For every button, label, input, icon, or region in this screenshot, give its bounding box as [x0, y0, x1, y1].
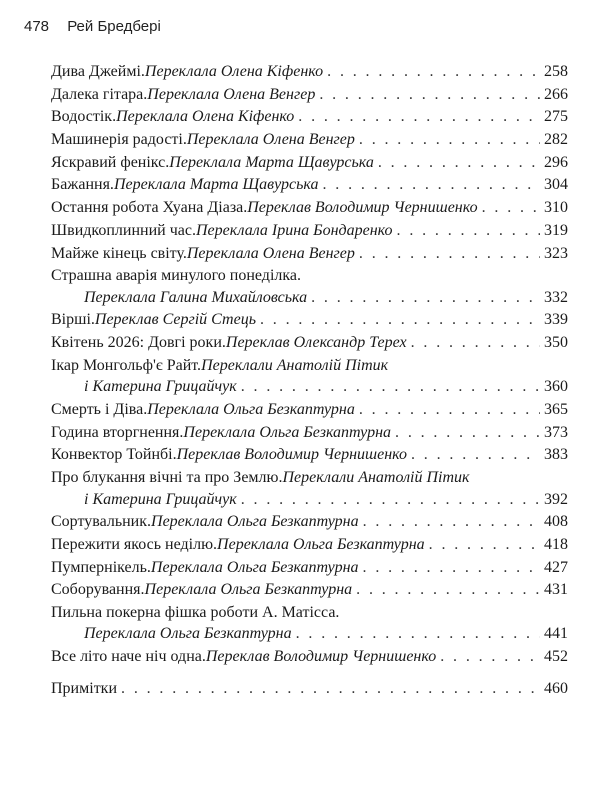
toc-entry[interactable]: [51, 245, 568, 267]
entry-page-number: 275: [544, 108, 568, 126]
entry-title: Квітень 2026: Довгі роки.: [51, 334, 226, 352]
toc-entry-notes[interactable]: [51, 680, 568, 702]
toc-entry[interactable]: [51, 199, 568, 221]
leader-dots: [411, 334, 540, 352]
entry-translator: Переклала Ольга Безкаптурна: [151, 513, 359, 531]
entry-page-number: 332: [544, 288, 568, 306]
toc-entry[interactable]: [51, 154, 568, 176]
entry-translator: Переклала Галина Михайловська: [84, 288, 308, 306]
leader-dots: [363, 559, 540, 577]
section-gap: [51, 671, 568, 680]
entry-translator: Переклала Ольга Безкаптурна: [217, 535, 425, 553]
toc-entry[interactable]: [51, 267, 568, 310]
toc-entry[interactable]: [51, 581, 568, 603]
toc-entry[interactable]: [51, 559, 568, 581]
entry-translator: Переклала Марта Щавурська: [169, 153, 374, 171]
toc-entry[interactable]: [51, 469, 568, 512]
entry-title: Вірші.: [51, 311, 95, 329]
toc-entry[interactable]: [51, 86, 568, 108]
entry-translator: Переклала Ольга Безкаптурна: [144, 581, 353, 599]
leader-dots: [482, 199, 540, 217]
entry-title: Остання робота Хуана Діаза.: [51, 199, 248, 217]
entry-page-number: 383: [544, 446, 568, 464]
leader-dots: [121, 680, 540, 698]
toc-entry[interactable]: [51, 424, 568, 446]
entry-translator: Переклали Анатолій Пітик: [282, 469, 470, 486]
entry-page-number: 360: [544, 378, 568, 396]
entry-translator-cont: і Катерина Грицайчук: [84, 378, 237, 396]
entry-translator: Переклав Володимир Чернишенко: [205, 648, 437, 666]
entry-translator: Переклала Олена Венгер: [186, 244, 355, 262]
entry-translator: Переклала Олена Венгер: [186, 131, 355, 149]
leader-dots: [260, 311, 540, 329]
leader-dots: [359, 245, 540, 263]
toc-entry[interactable]: [51, 513, 568, 535]
leader-dots: [356, 581, 540, 599]
entry-title: Конвектор Тойнбі.: [51, 446, 177, 464]
entry-title: Далека гітара.: [51, 85, 148, 103]
entry-translator: Переклала Ольга Безкаптурна: [147, 400, 355, 418]
entry-page-number: 296: [544, 153, 568, 171]
notes-title: Примітки: [51, 679, 118, 697]
entry-title: Пумпернікель.: [51, 558, 151, 576]
entry-title: Соборування.: [51, 581, 145, 599]
toc-entry[interactable]: [51, 536, 568, 558]
entry-page-number: 452: [544, 648, 568, 666]
leader-dots: [298, 108, 540, 126]
toc-entry[interactable]: [51, 131, 568, 153]
entry-translator: Переклав Сергій Стець: [94, 311, 256, 329]
entry-title: Бажання.: [51, 176, 114, 194]
entry-page-number: 373: [544, 423, 568, 441]
entry-title: Яскравий фенікс.: [51, 153, 170, 171]
entry-translator: Переклала Олена Кіфенко: [116, 108, 295, 126]
toc-entry[interactable]: [51, 63, 568, 85]
toc-entry[interactable]: [51, 446, 568, 468]
entry-title: Водостік.: [51, 108, 117, 126]
notes-page-number: 460: [544, 679, 568, 697]
entry-title: Страшна аварія минулого понеділка.: [51, 267, 301, 285]
leader-dots: [411, 446, 540, 464]
entry-page-number: 365: [544, 400, 568, 418]
entry-page-number: 441: [544, 625, 568, 643]
entry-page-number: 304: [544, 176, 568, 194]
entry-title: Майже кінець світу.: [51, 244, 187, 262]
toc-entry[interactable]: [51, 357, 568, 400]
entry-page-number: 258: [544, 63, 568, 80]
leader-dots: [241, 491, 540, 509]
entry-translator: Переклав Олександр Терех: [225, 334, 407, 352]
entry-page-number: 266: [544, 85, 568, 103]
entry-translator: Переклала Ольга Безкаптурна: [183, 423, 392, 441]
leader-dots: [322, 176, 540, 194]
entry-translator: Переклала Марта Щавурська: [113, 176, 319, 194]
entry-title: Швидкоплинний час.: [51, 221, 196, 239]
entry-translator: Переклала Ірина Бондаренко: [195, 221, 393, 239]
leader-dots: [363, 513, 540, 531]
entry-title: Все літо наче ніч одна.: [51, 648, 206, 666]
leader-dots: [241, 378, 540, 396]
entry-translator: Переклали Анатолій Пітик: [201, 356, 389, 374]
entry-page-number: 282: [544, 131, 568, 149]
toc-entry[interactable]: [51, 334, 568, 356]
entry-translator: Переклала Ольга Безкаптурна: [84, 625, 292, 643]
toc-entry[interactable]: [51, 311, 568, 333]
entry-page-number: 431: [544, 581, 568, 599]
entry-title: Пильна покерна фішка роботи А. Матісса.: [51, 603, 340, 621]
entry-translator-cont: і Катерина Грицайчук: [84, 490, 237, 508]
entry-page-number: 323: [544, 244, 568, 262]
entry-translator: Переклав Володимир Чернишенко: [247, 199, 478, 217]
toc-entry[interactable]: [51, 108, 568, 130]
leader-dots: [440, 648, 540, 666]
entry-title: Ікар Монгольф'є Райт.: [51, 356, 202, 374]
entry-translator: Переклала Ольга Безкаптурна: [150, 558, 359, 576]
entry-title: Машинерія радості.: [51, 131, 187, 149]
entry-page-number: 392: [544, 490, 568, 508]
toc-entry[interactable]: [51, 604, 568, 647]
entry-translator: Переклала Олена Венгер: [147, 85, 316, 103]
entry-page-number: 310: [544, 199, 568, 217]
toc-entry[interactable]: [51, 401, 568, 423]
leader-dots: [359, 401, 540, 419]
entry-page-number: 427: [544, 558, 568, 576]
entry-page-number: 418: [544, 535, 568, 553]
entry-translator: Переклала Олена Кіфенко: [144, 63, 324, 80]
leader-dots: [311, 289, 540, 307]
toc-entry[interactable]: [51, 176, 568, 198]
entry-title: Смерть і Діва.: [51, 400, 148, 418]
leader-dots: [395, 424, 540, 442]
entry-page-number: 408: [544, 513, 568, 531]
leader-dots: [359, 131, 540, 149]
page-number: 478: [24, 18, 50, 35]
entry-title: Пережити якось неділю.: [51, 535, 218, 553]
table-of-contents: [51, 63, 568, 703]
author-name: Рей Бредбері: [67, 18, 161, 35]
entry-title: Дива Джеймі.: [51, 63, 145, 80]
toc-entry[interactable]: [51, 222, 568, 244]
entry-page-number: 339: [544, 311, 568, 329]
leader-dots: [429, 536, 540, 554]
leader-dots: [397, 222, 540, 240]
entry-title: Година вторгнення.: [51, 423, 184, 441]
leader-dots: [319, 86, 540, 104]
leader-dots: [296, 625, 540, 643]
entry-translator: Переклав Володимир Чернишенко: [176, 446, 407, 464]
entry-title: Сортувальник.: [51, 513, 152, 531]
toc-entry[interactable]: [51, 648, 568, 670]
entry-title: Про блукання вічні та про Землю.: [51, 469, 283, 486]
running-header: [24, 18, 161, 35]
entry-page-number: 350: [544, 334, 568, 352]
leader-dots: [378, 154, 540, 172]
leader-dots: [327, 63, 540, 81]
entry-page-number: 319: [544, 221, 568, 239]
